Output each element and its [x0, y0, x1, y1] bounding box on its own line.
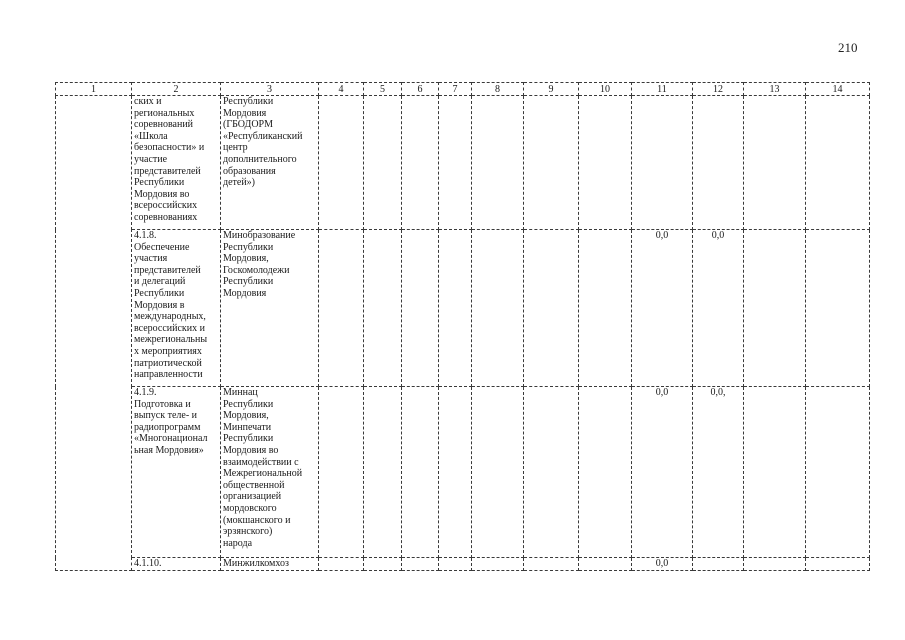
empty-cell — [806, 558, 870, 571]
header-cell: 1 — [56, 83, 132, 96]
executor-cell: Минобразование Республики Мордовия, Госкомолодежи Республики Мордовия — [221, 230, 319, 387]
empty-cell — [439, 558, 472, 571]
empty-cell — [806, 230, 870, 387]
empty-cell — [744, 230, 806, 387]
empty-cell — [364, 96, 402, 230]
value-cell-col11: 0,0 — [632, 558, 693, 571]
header-row — [56, 83, 870, 96]
value-cell-col11: 0,0 — [632, 387, 693, 558]
empty-cell — [579, 96, 632, 230]
empty-cell — [364, 558, 402, 571]
empty-cell — [744, 387, 806, 558]
empty-cell — [439, 96, 472, 230]
empty-cell — [524, 558, 579, 571]
empty-cell — [472, 230, 524, 387]
value-cell-col11: 0,0 — [632, 230, 693, 387]
table-row — [56, 387, 870, 558]
section-cell — [56, 96, 132, 571]
table-row — [56, 558, 870, 571]
empty-cell — [364, 387, 402, 558]
empty-cell — [402, 230, 439, 387]
empty-cell — [439, 387, 472, 558]
value-cell-col12: 0,0, — [693, 387, 744, 558]
header-cell: 14 — [806, 83, 870, 96]
program-table — [55, 82, 870, 571]
header-cell: 6 — [402, 83, 439, 96]
empty-cell — [472, 387, 524, 558]
empty-cell — [402, 558, 439, 571]
empty-cell — [524, 96, 579, 230]
activity-cell: 4.1.8. Обеспечение участия представителей и делегаций Республики Мордовия в международных, всероссийских и межрегиональны х мероприятиях патриотической направленности — [132, 230, 221, 387]
empty-cell — [319, 558, 364, 571]
header-cell: 4 — [319, 83, 364, 96]
empty-cell — [319, 387, 364, 558]
activity-cell: 4.1.9. Подготовка и выпуск теле- и радиопрограмм «Многонационал ьная Мордовия» — [132, 387, 221, 558]
header-cell: 8 — [472, 83, 524, 96]
activity-cell: 4.1.10. — [132, 558, 221, 571]
header-cell: 11 — [632, 83, 693, 96]
empty-cell — [744, 558, 806, 571]
value-cell-col12: 0,0 — [693, 230, 744, 387]
table-row — [56, 96, 870, 230]
executor-cell: Миннац Республики Мордовия, Минпечати Республики Мордовия во взаимодействии с Межрегиональной общественной организацией мордовского (мокшанского и эрзянского) народа — [221, 387, 319, 558]
header-cell: 5 — [364, 83, 402, 96]
executor-cell: Минжилкомхоз — [221, 558, 319, 571]
empty-cell — [472, 96, 524, 230]
empty-cell — [524, 387, 579, 558]
header-cell: 7 — [439, 83, 472, 96]
empty-cell — [319, 230, 364, 387]
activity-cell: ских и региональных соревнований «Школа безопасности» и участие представителей Республики Мордовия во всероссийских соревнованиях — [132, 96, 221, 230]
executor-cell: Республики Мордовия (ГБОДОРМ «Республиканский центр дополнительного образования детей») — [221, 96, 319, 230]
table-row — [56, 230, 870, 387]
header-cell: 10 — [579, 83, 632, 96]
header-cell: 3 — [221, 83, 319, 96]
empty-cell — [319, 96, 364, 230]
empty-cell — [402, 387, 439, 558]
page-number: 210 — [838, 40, 858, 55]
empty-cell — [524, 230, 579, 387]
empty-cell — [402, 96, 439, 230]
header-cell: 2 — [132, 83, 221, 96]
empty-cell — [806, 387, 870, 558]
empty-cell — [806, 96, 870, 230]
header-cell: 9 — [524, 83, 579, 96]
header-cell: 13 — [744, 83, 806, 96]
empty-cell — [472, 558, 524, 571]
empty-cell — [439, 230, 472, 387]
empty-cell — [579, 558, 632, 571]
empty-cell — [364, 230, 402, 387]
empty-cell — [579, 230, 632, 387]
empty-cell — [744, 96, 806, 230]
value-cell-col11 — [632, 96, 693, 230]
empty-cell — [579, 387, 632, 558]
value-cell-col12 — [693, 96, 744, 230]
value-cell-col12 — [693, 558, 744, 571]
header-cell: 12 — [693, 83, 744, 96]
